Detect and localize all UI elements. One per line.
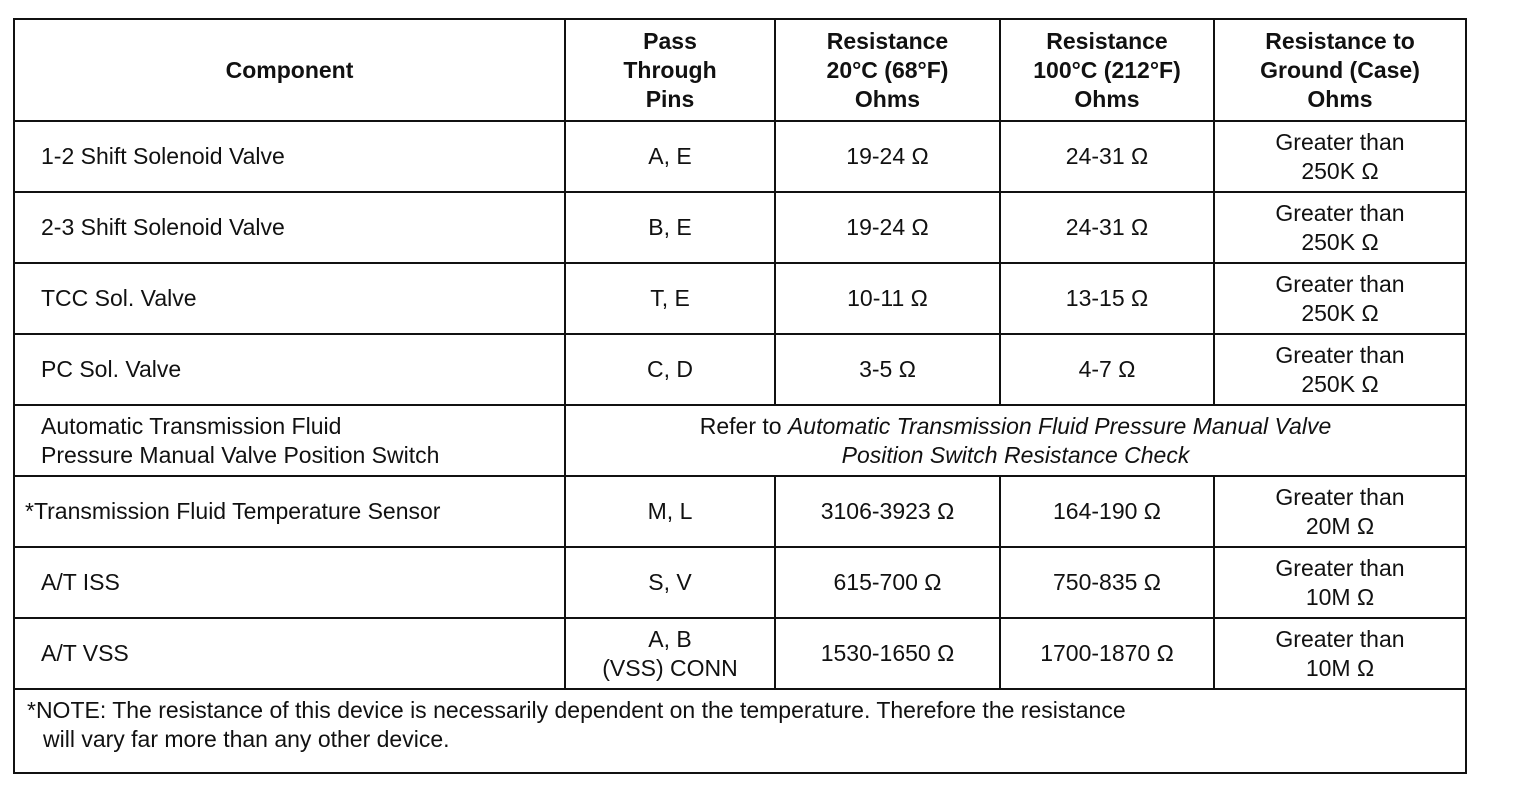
footnote-line-1: *NOTE: The resistance of this device is necessarily dependent on the temperature. Therefore the resistance xyxy=(27,697,1126,723)
header-resistance-100c xyxy=(1000,19,1214,121)
refer-prefix: Refer to xyxy=(699,412,788,439)
cell-resistance-ground xyxy=(1214,121,1466,192)
resistance-table-container xyxy=(13,18,1465,774)
component-line: Automatic Transmission Fluid xyxy=(41,412,342,439)
component-line: Pressure Manual Valve Position Switch xyxy=(41,441,440,468)
ground-line: 10M Ω xyxy=(1305,654,1375,681)
header-r100-line: Ohms xyxy=(1074,85,1140,112)
refer-line-1 xyxy=(566,412,1465,441)
ground-line: Greater than xyxy=(1275,199,1405,226)
cell-resistance-20c: 19-24 Ω xyxy=(775,192,1000,263)
ground-line: Greater than xyxy=(1275,483,1405,510)
ground-line: 10M Ω xyxy=(1305,583,1375,610)
cell-resistance-100c: 24-31 Ω xyxy=(1000,192,1214,263)
table-row-at-iss xyxy=(14,547,1466,618)
cell-resistance-20c: 3-5 Ω xyxy=(775,334,1000,405)
footnote-line-2: will vary far more than any other device. xyxy=(43,726,450,752)
ground-line: Greater than xyxy=(1275,341,1405,368)
ground-line: Greater than xyxy=(1275,128,1405,155)
pins-line: (VSS) CONN xyxy=(602,654,738,681)
solenoid-resistance-table xyxy=(13,18,1467,774)
cell-component: 2-3 Shift Solenoid Valve xyxy=(14,192,565,263)
table-row-at-vss xyxy=(14,618,1466,689)
cell-resistance-100c: 164-190 Ω xyxy=(1000,476,1214,547)
header-r100-line: 100°C (212°F) xyxy=(1033,56,1181,83)
header-ground-line: Resistance to xyxy=(1265,27,1415,54)
header-pins-line: Through xyxy=(623,56,717,83)
header-r20-line: 20°C (68°F) xyxy=(826,56,949,83)
ground-line: 250K Ω xyxy=(1301,157,1379,184)
header-pass-through-pins xyxy=(565,19,775,121)
cell-resistance-20c: 615-700 Ω xyxy=(775,547,1000,618)
cell-component: A/T ISS xyxy=(14,547,565,618)
cell-resistance-ground xyxy=(1214,263,1466,334)
ground-line: 250K Ω xyxy=(1301,228,1379,255)
table-row-1-2-shift-solenoid xyxy=(14,121,1466,192)
cell-resistance-100c: 13-15 Ω xyxy=(1000,263,1214,334)
cell-pins: A, E xyxy=(565,121,775,192)
ground-line: 20M Ω xyxy=(1305,512,1375,539)
header-r20-line: Resistance xyxy=(826,27,949,54)
header-r20-line: Ohms xyxy=(854,85,921,112)
cell-resistance-ground xyxy=(1214,547,1466,618)
cell-resistance-100c: 4-7 Ω xyxy=(1000,334,1214,405)
cell-pins: T, E xyxy=(565,263,775,334)
cell-component: 1-2 Shift Solenoid Valve xyxy=(14,121,565,192)
table-row-pressure-switch xyxy=(14,405,1466,476)
cell-pins: B, E xyxy=(565,192,775,263)
header-r100-line: Resistance xyxy=(1046,27,1168,54)
header-ground-line: Ohms xyxy=(1307,85,1373,112)
cell-resistance-ground xyxy=(1214,476,1466,547)
cell-resistance-ground xyxy=(1214,192,1466,263)
ground-line: Greater than xyxy=(1275,270,1405,297)
cell-component xyxy=(14,405,565,476)
cell-pins xyxy=(565,618,775,689)
cell-resistance-20c: 3106-3923 Ω xyxy=(775,476,1000,547)
ground-line: 250K Ω xyxy=(1301,370,1379,397)
header-pins-line: Pins xyxy=(645,85,695,112)
footnote xyxy=(14,689,1466,773)
cell-pins: S, V xyxy=(565,547,775,618)
cell-component: TCC Sol. Valve xyxy=(14,263,565,334)
cell-component: *Transmission Fluid Temperature Sensor xyxy=(14,476,565,547)
header-pins-line: Pass xyxy=(643,27,697,54)
cell-pins: C, D xyxy=(565,334,775,405)
header-resistance-to-ground xyxy=(1214,19,1466,121)
refer-line-2: Position Switch Resistance Check xyxy=(841,441,1190,468)
pins-line: A, B xyxy=(648,625,692,652)
ground-line: Greater than xyxy=(1275,625,1405,652)
cell-resistance-100c: 750-835 Ω xyxy=(1000,547,1214,618)
header-resistance-20c xyxy=(775,19,1000,121)
cell-component: A/T VSS xyxy=(14,618,565,689)
ground-line: Greater than xyxy=(1275,554,1405,581)
table-row-tcc-sol-valve xyxy=(14,263,1466,334)
header-component: Component xyxy=(14,19,565,121)
header-ground-line: Ground (Case) xyxy=(1260,56,1420,83)
table-row-pc-sol-valve xyxy=(14,334,1466,405)
cell-resistance-20c: 1530-1650 Ω xyxy=(775,618,1000,689)
table-row-temp-sensor xyxy=(14,476,1466,547)
cell-resistance-20c: 10-11 Ω xyxy=(775,263,1000,334)
header-row xyxy=(14,19,1466,121)
cell-component: PC Sol. Valve xyxy=(14,334,565,405)
ground-line: 250K Ω xyxy=(1301,299,1379,326)
cell-pins: M, L xyxy=(565,476,775,547)
cell-resistance-20c: 19-24 Ω xyxy=(775,121,1000,192)
cell-resistance-100c: 1700-1870 Ω xyxy=(1000,618,1214,689)
cell-refer-to xyxy=(565,405,1466,476)
cell-resistance-ground xyxy=(1214,334,1466,405)
refer-link-text: Automatic Transmission Fluid Pressure Manual Valve xyxy=(787,412,1332,439)
cell-resistance-100c: 24-31 Ω xyxy=(1000,121,1214,192)
table-row-note xyxy=(14,689,1466,773)
cell-resistance-ground xyxy=(1214,618,1466,689)
table-row-2-3-shift-solenoid xyxy=(14,192,1466,263)
